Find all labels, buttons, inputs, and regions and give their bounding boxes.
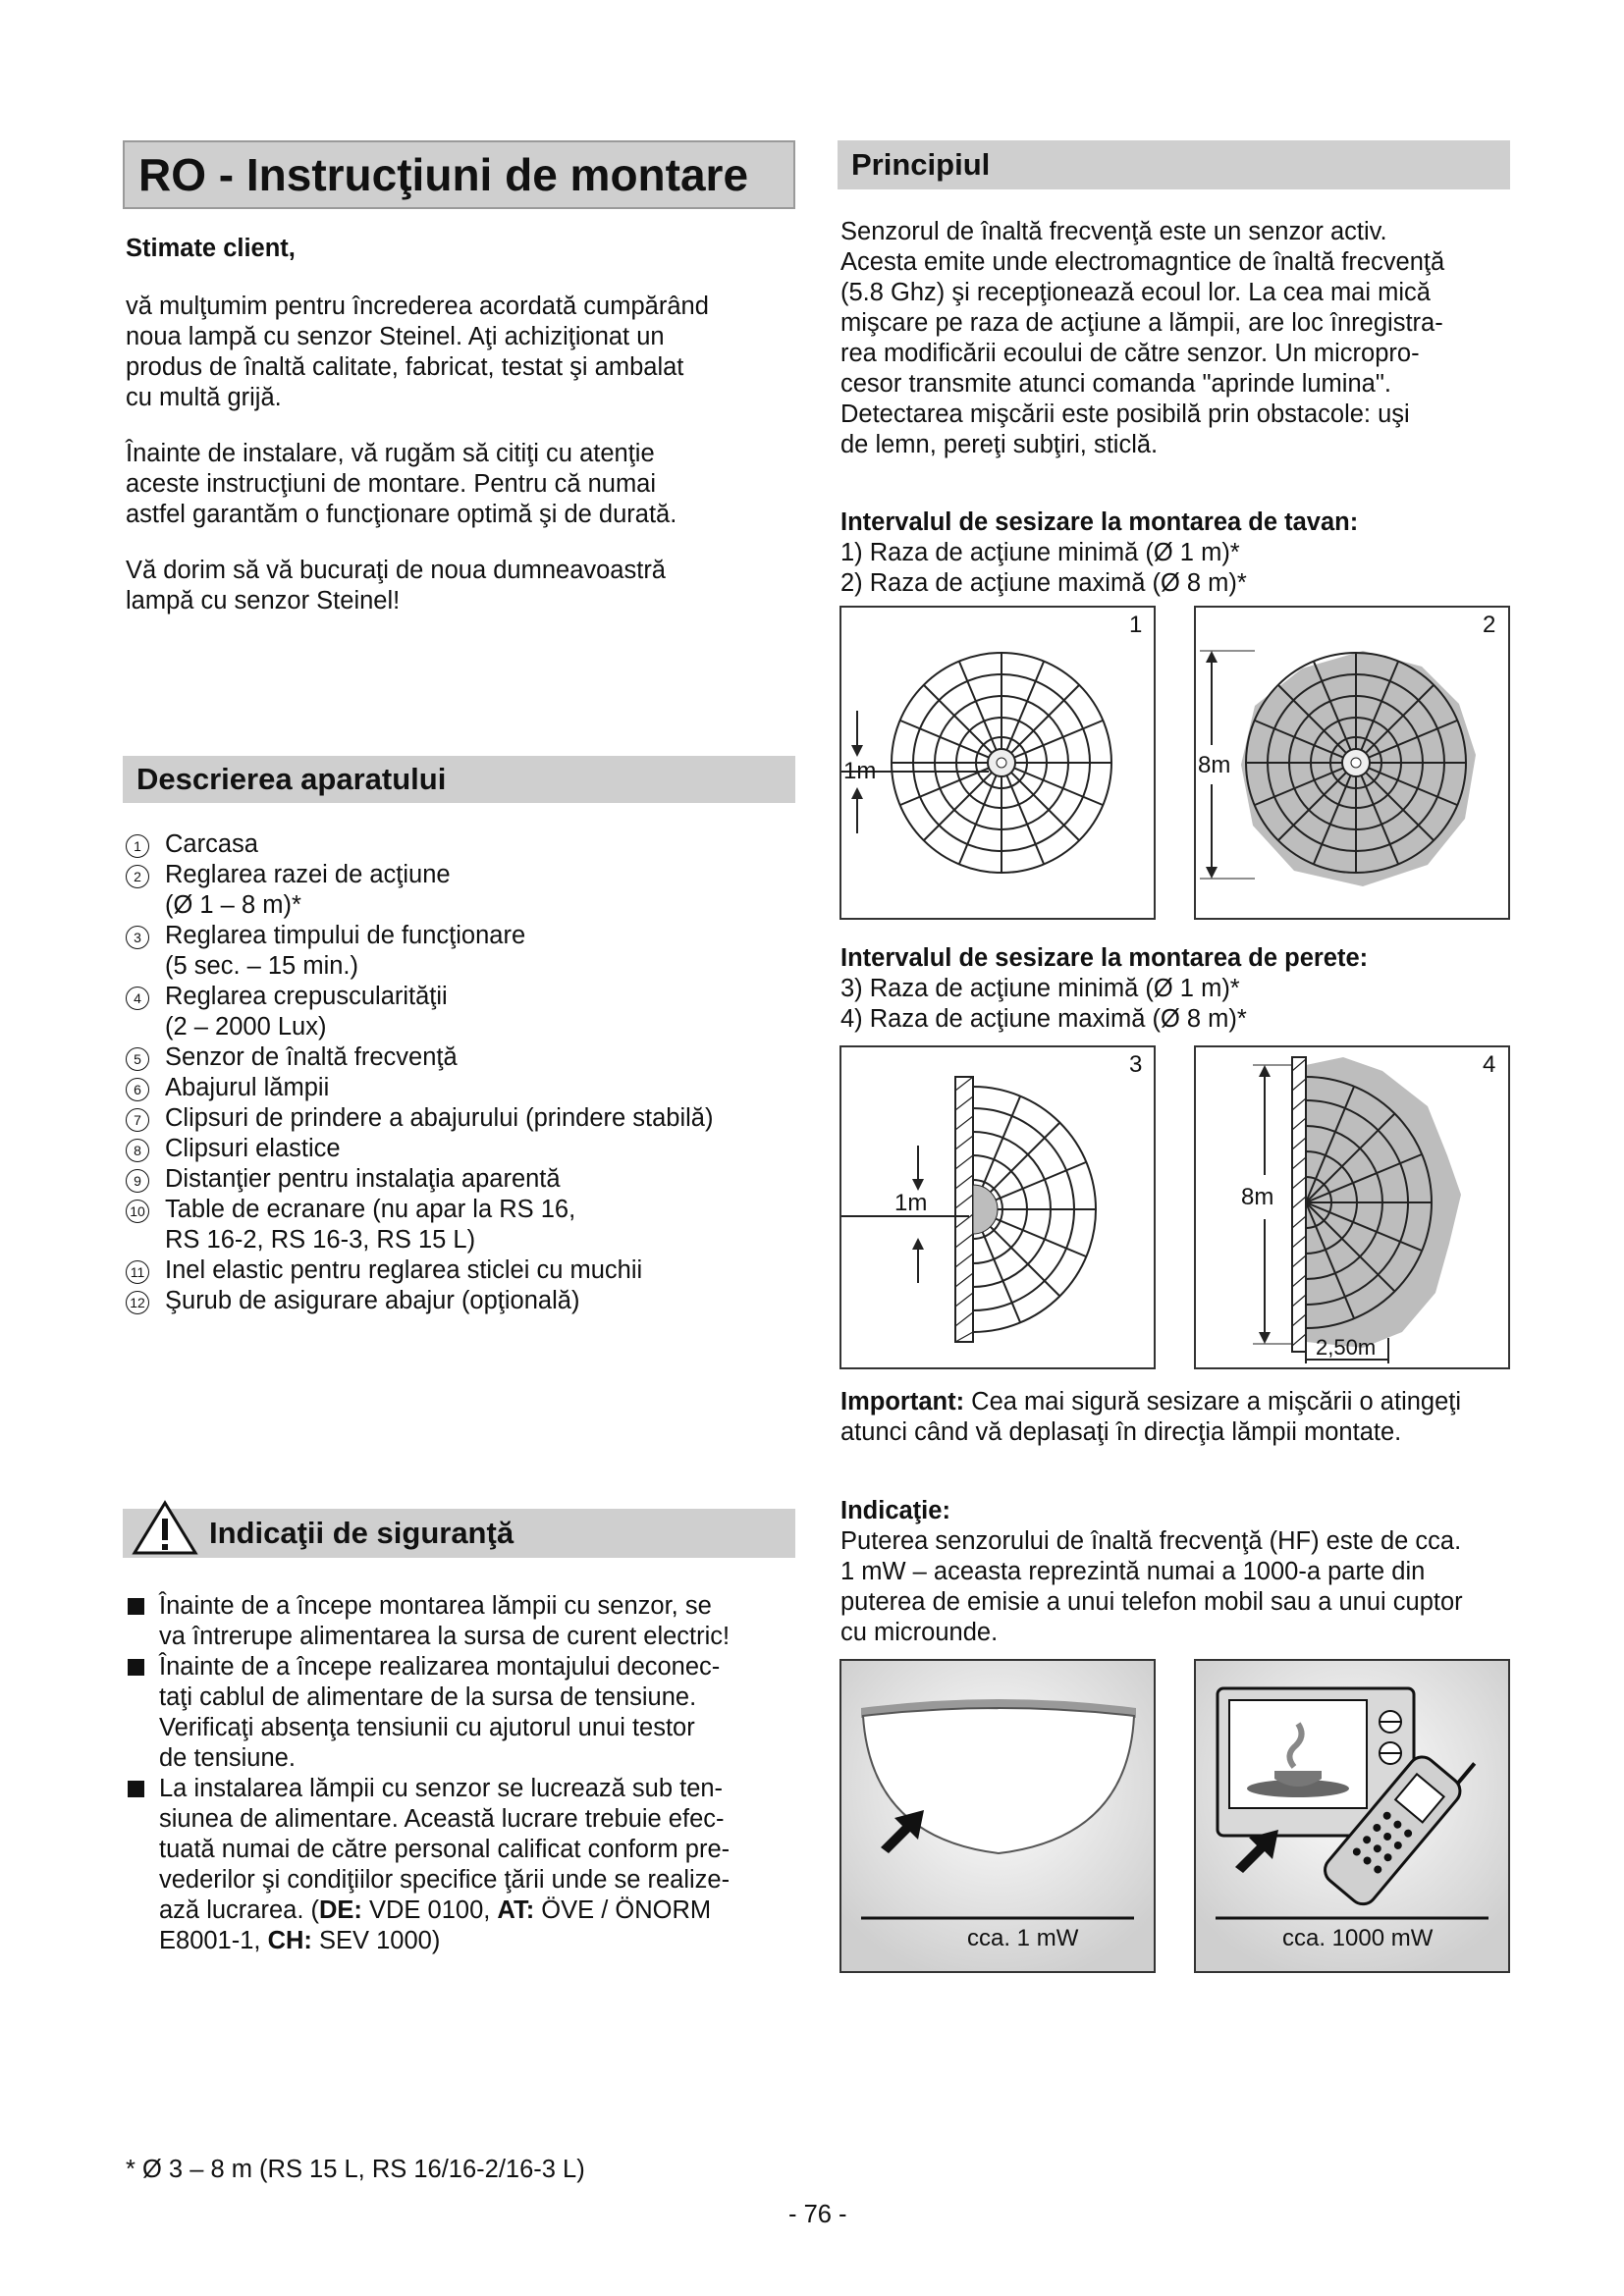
figure-number: 3: [1129, 1051, 1143, 1078]
device-part-item: [126, 1073, 793, 1103]
wall-max-range-diagram: [1194, 1045, 1510, 1369]
safety-list: [128, 1591, 795, 1956]
device-part-item: [126, 1164, 793, 1195]
part-label: Inel elastic pentru reglarea sticlei cu muchii: [165, 1256, 643, 1284]
devices-power-illustration: [1194, 1659, 1510, 1973]
footnote: * Ø 3 – 8 m (RS 15 L, RS 16/16-2/16-3 L): [126, 2156, 585, 2183]
device-part-item: [126, 829, 793, 860]
part-number-badge: 6: [126, 1078, 149, 1101]
part-label: Abajurul lămpii: [165, 1074, 330, 1101]
figure-number: 1: [1129, 612, 1143, 638]
figure-number: 2: [1483, 612, 1496, 638]
part-label: (5 sec. – 15 min.): [165, 952, 358, 980]
intro-paragraph-3: Vă dorim să vă bucuraţi de noua dumneavoastră lampă cu senzor Steinel!: [126, 557, 666, 614]
device-part-item: [126, 1134, 793, 1164]
part-label: (Ø 1 – 8 m)*: [165, 891, 301, 919]
bullet-icon: [128, 1781, 144, 1797]
part-number-badge: 7: [126, 1108, 149, 1132]
wall-icon: [1292, 1057, 1306, 1352]
part-label: Reglarea timpului de funcţionare: [165, 922, 526, 949]
wall-icon: [955, 1077, 973, 1342]
devices-power-caption: cca. 1000 mW: [1282, 1925, 1434, 1951]
detection-area: [973, 1185, 998, 1234]
wall-min-range-diagram: [839, 1045, 1156, 1369]
bullet-icon: [128, 1659, 144, 1676]
greeting: Stimate client,: [126, 235, 296, 262]
part-label: RS 16-2, RS 16-3, RS 15 L): [165, 1226, 476, 1254]
lamp-power-caption: cca. 1 mW: [967, 1925, 1079, 1951]
wall-range-section: Intervalul de sesizare la montarea de perete: 3) Raza de acţiune minimă (Ø 1 m)* 4) Raza de acţiune maximă (Ø 8 m)*: [840, 944, 1369, 1033]
device-part-item: [126, 1103, 793, 1134]
bullet-icon: [128, 1598, 144, 1615]
important-note: Important: Cea mai sigură sesizare a mişcării o atingeţi atunci când vă deplasaţi în direcţia lămpii montate.: [840, 1388, 1462, 1446]
dimension-label: 1m: [894, 1190, 928, 1216]
device-part-item: [126, 982, 793, 1042]
device-parts-list: [126, 829, 793, 1316]
intro-paragraph-2: Înainte de instalare, vă rugăm să citiţi cu atenţie aceste instrucţiuni de montare. Pentru că numai astfel garantăm o funcţionare optimă şi de durată.: [126, 440, 677, 528]
part-label: Distanţier pentru instalaţia aparentă: [165, 1165, 561, 1193]
warning-icon: [131, 1499, 199, 1556]
hf-power-note: Indicaţie: Puterea senzorului de înaltă frecvenţă (HF) este de cca. 1 mW – aceasta reprezintă numai a 1000-a parte din puterea de emisie a unui telefon mobil sau a unui cuptor cu microunde.: [840, 1497, 1463, 1646]
principle-header: Principiul: [838, 140, 1510, 189]
part-label: Şurub de asigurare abajur (opţională): [165, 1287, 580, 1314]
device-description-header: Descrierea aparatului: [123, 756, 795, 803]
part-number-badge: 1: [126, 834, 149, 858]
ceiling-min-range-diagram: [839, 606, 1156, 920]
safety-item: La instalarea lămpii cu senzor se lucrează sub ten- siunea de alimentare. Această lucrare trebuie efec- tuată numai de către personal calificat conform pre- vederilor şi condiţiilor specifice ţării unde se realize- ază lucrarea. (DE: VDE 0100, AT: ÖVE / ÖNORM E8001-1, CH: SEV 1000): [128, 1774, 795, 1956]
page-title: RO - Instrucţiuni de montare: [123, 140, 795, 209]
device-part-item: [126, 1286, 793, 1316]
device-part-item: [126, 1255, 793, 1286]
intro-paragraph-1: vă mulţumim pentru încrederea acordată cumpărând noua lampă cu senzor Steinel. Aţi achiziţionat un produs de înaltă calitate, fabricat, testat şi ambalat cu multă grijă.: [126, 293, 709, 411]
part-label: (2 – 2000 Lux): [165, 1013, 327, 1041]
part-label: Clipsuri de prindere a abajurului (prindere stabilă): [165, 1104, 714, 1132]
device-part-item: [126, 921, 793, 982]
safety-item: Înainte de a începe realizarea montajului deconec- taţi cablul de alimentare de la sursa de tensiune. Verificaţi absenţa tensiunii cu ajutorul unui testor de tensiune.: [128, 1652, 795, 1774]
lamp-power-illustration: [839, 1659, 1156, 1973]
figure-number: 4: [1483, 1051, 1496, 1078]
device-part-item: [126, 1042, 793, 1073]
safety-header: [123, 1509, 795, 1558]
part-number-badge: 12: [126, 1291, 149, 1314]
part-number-badge: 5: [126, 1047, 149, 1071]
part-number-badge: 2: [126, 865, 149, 888]
part-number-badge: 4: [126, 987, 149, 1010]
ceiling-range-section: Intervalul de sesizare la montarea de tavan: 1) Raza de acţiune minimă (Ø 1 m)* 2) Raza de acţiune maximă (Ø 8 m)*: [840, 508, 1359, 597]
safety-title: Indicaţii de siguranţă: [209, 1516, 514, 1550]
part-label: Carcasa: [165, 830, 258, 858]
dimension-label: 8m: [1241, 1184, 1274, 1210]
part-label: Clipsuri elastice: [165, 1135, 341, 1162]
part-number-badge: 9: [126, 1169, 149, 1193]
part-label: Reglarea crepuscularităţii: [165, 983, 448, 1010]
dimension-label: 1m: [843, 758, 877, 784]
part-label: Senzor de înaltă frecvenţă: [165, 1043, 458, 1071]
part-number-badge: 8: [126, 1139, 149, 1162]
part-number-badge: 3: [126, 926, 149, 949]
page-number: - 76 -: [788, 2201, 847, 2228]
principle-text: Senzorul de înaltă frecvenţă este un senzor activ. Acesta emite unde electromagntice de înaltă frecvenţă (5.8 Ghz) şi recepţionează ecoul lor. La cea mai mică mişcare pe raza de acţiune a lămpii, are loc înregistra- rea modificării ecoului de către senzor. Un micropro- cesor transmite atunci comanda "aprinde lumina". Detectarea mişcării este posibilă prin obstacole: uşi de lemn, pereţi subţiri, sticlă.: [840, 218, 1445, 458]
part-label: Reglarea razei de acţiune: [165, 861, 451, 888]
part-number-badge: 10: [126, 1200, 149, 1223]
device-part-item: [126, 860, 793, 921]
part-number-badge: 11: [126, 1260, 149, 1284]
safety-item: Înainte de a începe montarea lămpii cu senzor, se va întrerupe alimentarea la sursa de curent electric!: [128, 1591, 795, 1652]
height-label: 2,50m: [1316, 1335, 1377, 1360]
dimension-label: 8m: [1198, 752, 1231, 778]
part-label: Table de ecranare (nu apar la RS 16,: [165, 1196, 576, 1223]
ceiling-max-range-diagram: [1194, 606, 1510, 920]
device-part-item: [126, 1195, 793, 1255]
